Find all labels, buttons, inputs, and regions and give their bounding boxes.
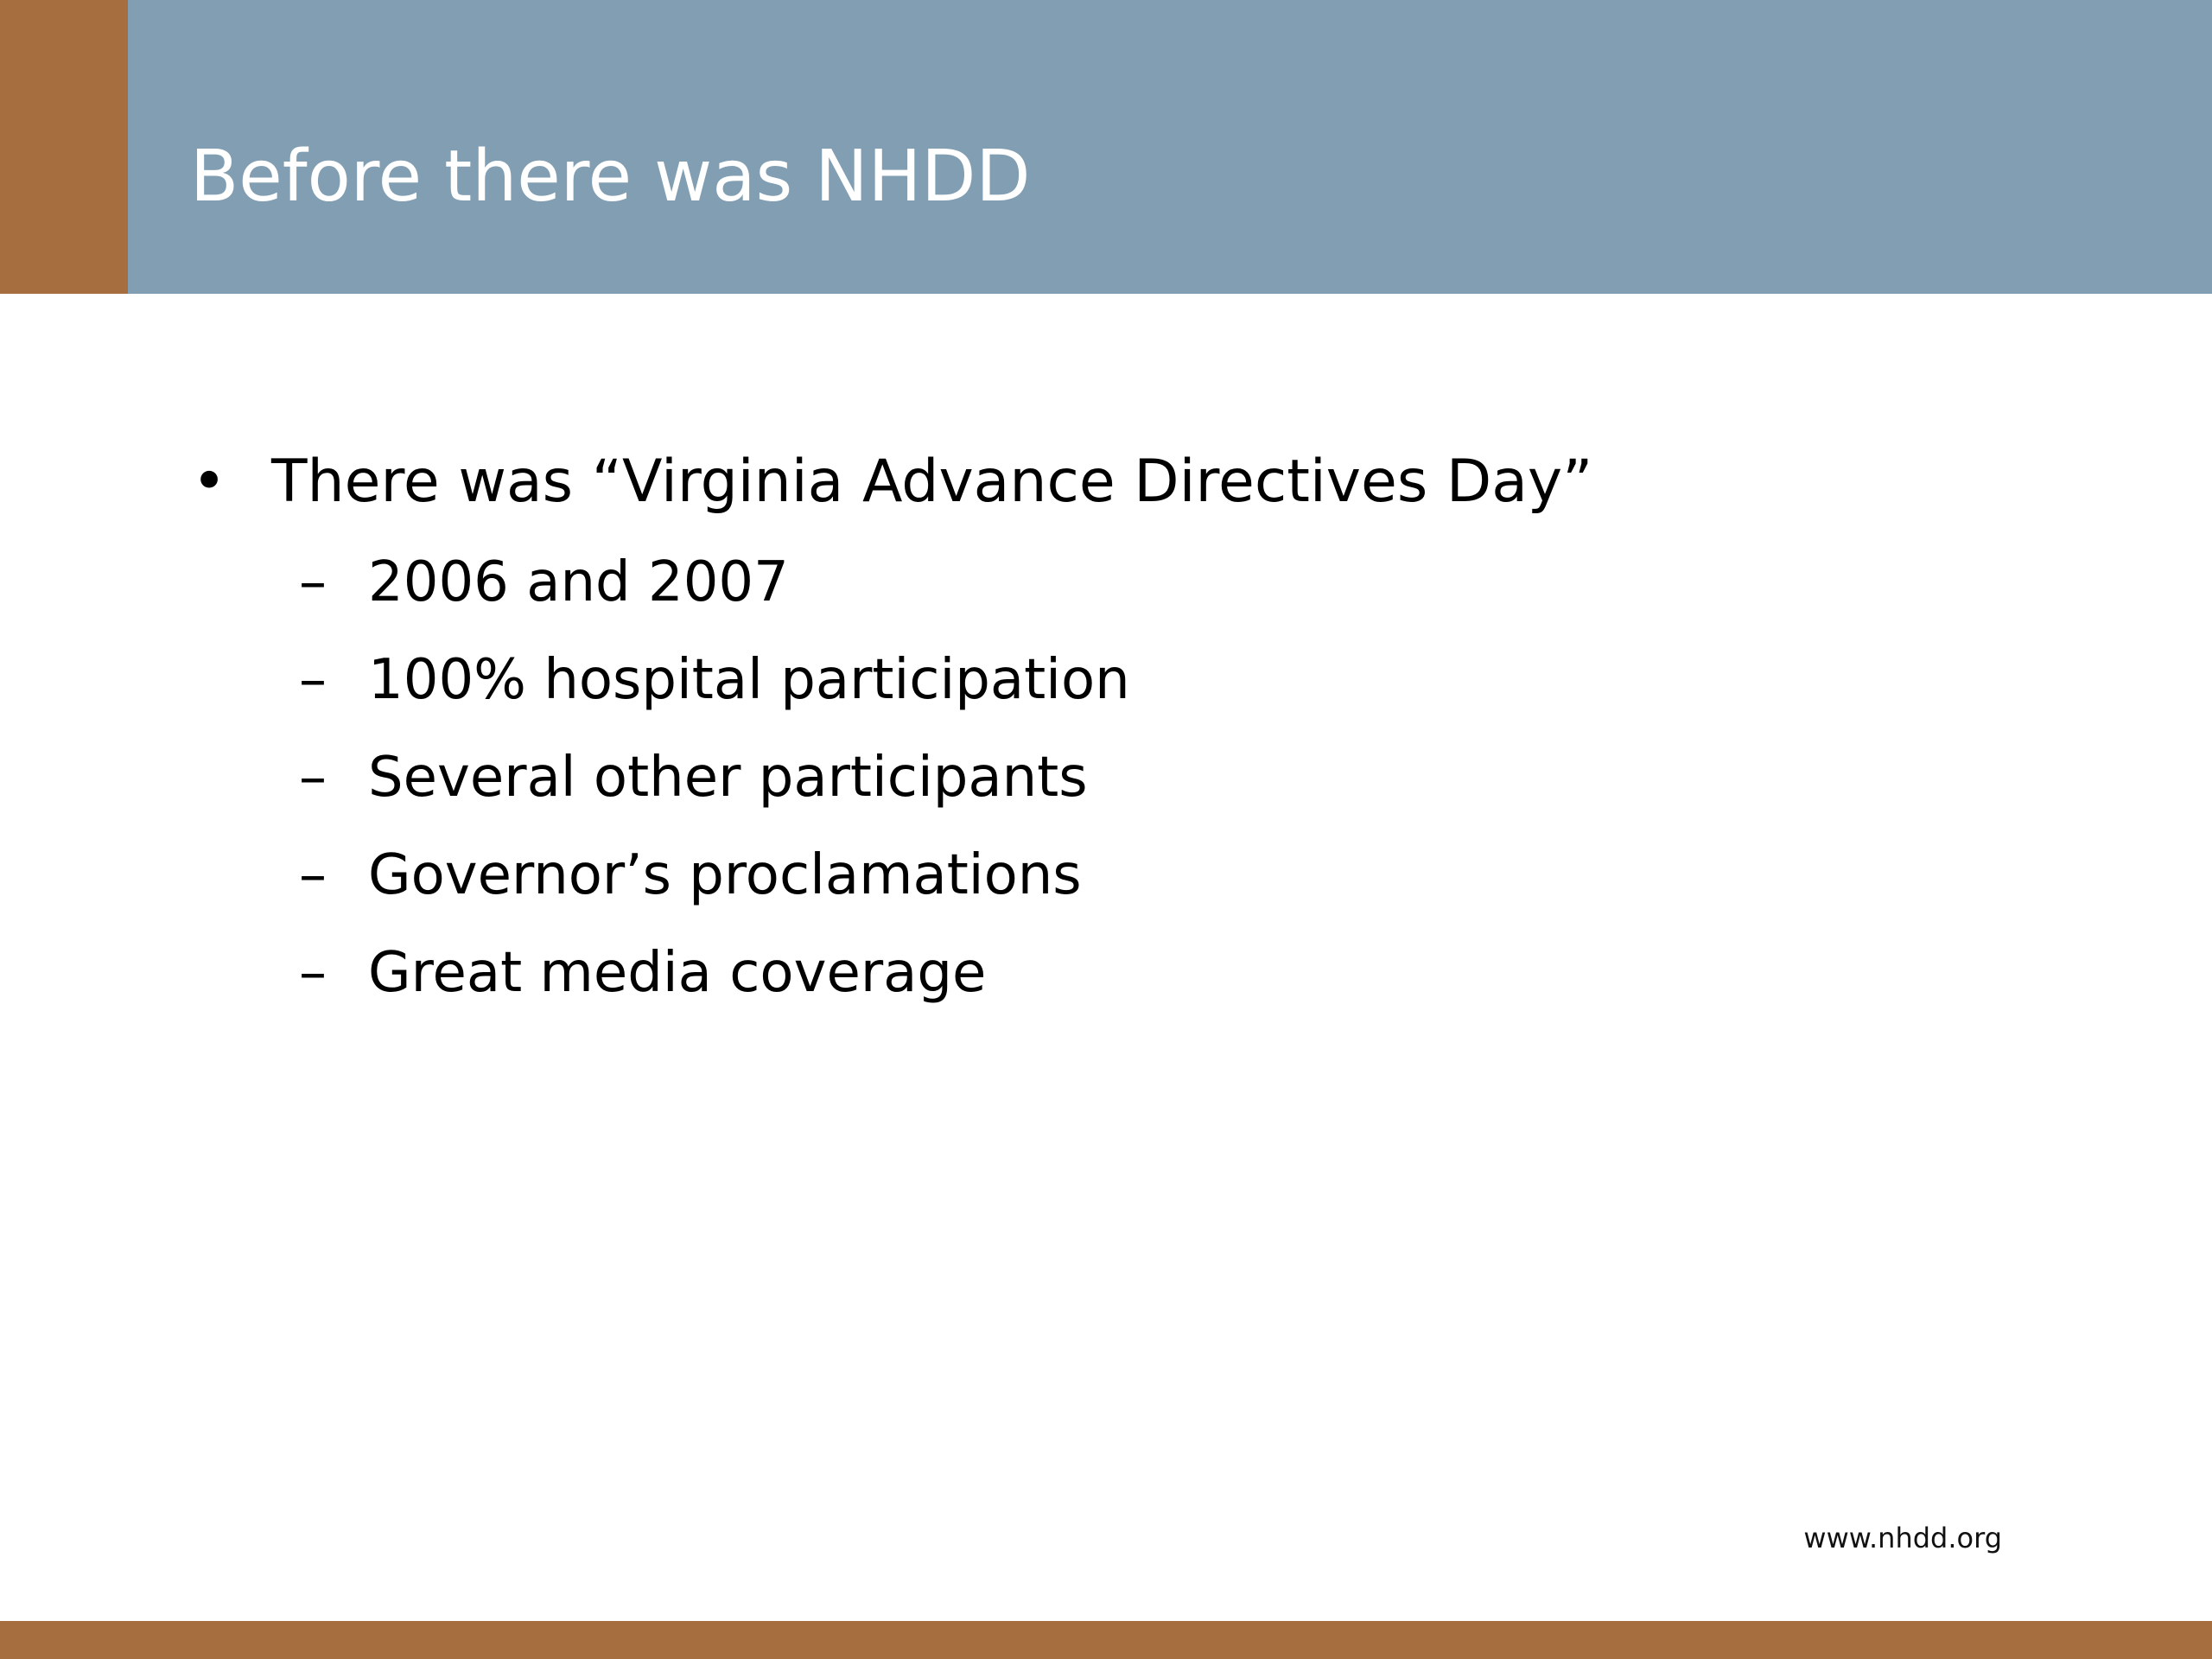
sub-bullet-text: Governor’s proclamations	[368, 843, 1082, 907]
footer-url: www.nhdd.org	[1803, 1522, 2002, 1554]
dash-marker: –	[299, 746, 327, 810]
slide-title: Before there was NHDD	[190, 136, 1031, 218]
bottom-accent-bar	[0, 1621, 2212, 1659]
sub-bullet-text: Several other participants	[368, 746, 1088, 810]
bullet-marker: •	[192, 448, 227, 516]
dash-marker: –	[299, 648, 327, 712]
dash-marker: –	[299, 941, 327, 1005]
sub-bullet-text: 100% hospital participation	[368, 648, 1130, 712]
sub-bullet-text: 2006 and 2007	[368, 550, 789, 614]
bullet-text: There was “Virginia Advance Directives Day”	[271, 448, 1593, 516]
dash-marker: –	[299, 550, 327, 614]
sub-bullet-text: Great media coverage	[368, 941, 987, 1005]
dash-marker: –	[299, 843, 327, 907]
